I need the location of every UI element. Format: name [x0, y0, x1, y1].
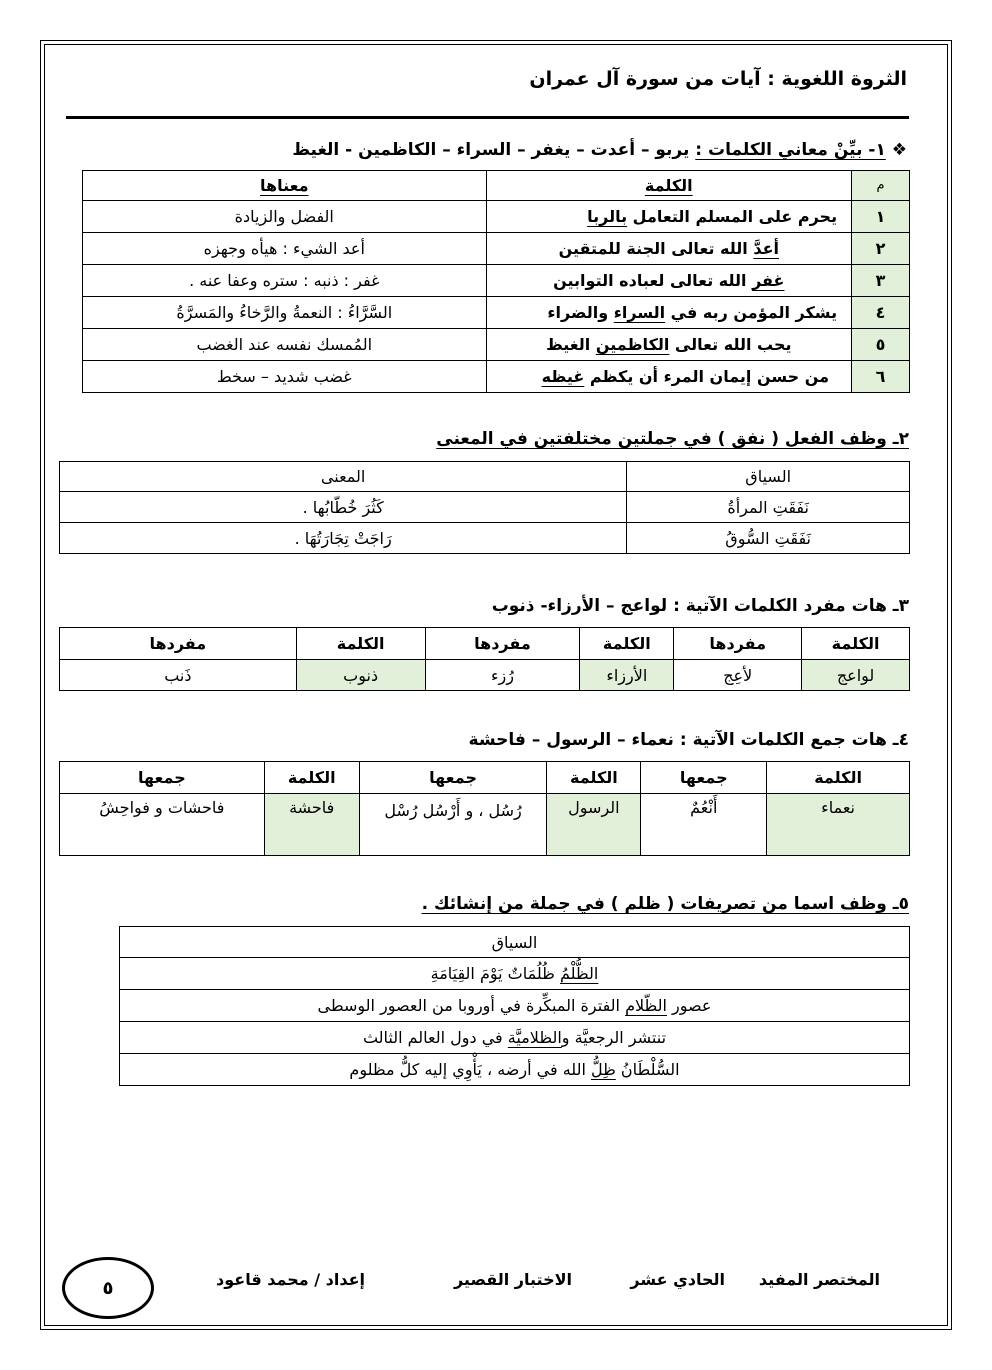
meaning: الفضل والزيادة [83, 201, 487, 233]
key-word: ظِلُّ [590, 1060, 616, 1079]
q4-table [59, 761, 910, 856]
word: الأرزاء [580, 660, 674, 691]
q1-table [82, 170, 910, 393]
key-word: بالربا [587, 207, 628, 226]
row-number: ٣ [852, 265, 910, 297]
sentence: يحرم على المسلم التعامل بالربا [486, 201, 852, 233]
word: لواعج [802, 660, 910, 691]
sentence: من حسن إيمان المرء أن يكظم غيظه [486, 361, 852, 393]
page-title: الثروة اللغوية : آيات من سورة آل عمران [529, 68, 907, 90]
header-word: الكلمة [264, 762, 359, 794]
header-plural: جمعها [359, 762, 547, 794]
sentence: أعدَّ الله تعالى الجنة للمتقين [486, 233, 852, 265]
bullet-icon: ❖ [891, 140, 907, 160]
q1-words: يربو – أعدت – يغفر – السراء – الكاظمين - الغيظ [292, 140, 690, 160]
sentence: الظُّلْمُ ظُلُمَاتٌ يَوْمَ القِيَامَةِ [120, 958, 910, 990]
key-word: الظلاميَّة [507, 1028, 562, 1047]
meaning: أعد الشيء : هيأه وجهزه [83, 233, 487, 265]
footer-book: المختصر المفيد [758, 1270, 880, 1289]
page-number-badge [62, 1257, 154, 1319]
header-word: الكلمة [547, 762, 641, 794]
meaning: غفر : ذنبه : ستره وعفا عنه . [83, 265, 487, 297]
q2-header-context: السياق [627, 462, 910, 492]
q1-label: ١- بيِّنْ معاني الكلمات [708, 140, 886, 160]
key-word: غفر [752, 271, 785, 290]
key-word: غيظه [541, 367, 585, 386]
sentence: يحب الله تعالى الكاظمين الغيظ [486, 329, 852, 361]
table-row [83, 361, 910, 393]
q5-heading: ٥ـ وظف اسما من تصريفات ( ظلم ) في جملة من إنشائك . [421, 894, 909, 914]
sentence: يشكر المؤمن ربه في السراء والضراء [486, 297, 852, 329]
row-number: ٦ [852, 361, 910, 393]
plural: رُسُل ، و أَرْسُل رُسْل [359, 794, 547, 856]
meaning: غضب شديد – سخط [83, 361, 487, 393]
header-word: الكلمة [802, 628, 910, 660]
q1-header-word: الكلمة [644, 176, 693, 195]
table-row [120, 1022, 910, 1054]
context: نَفَقَتِ المرأةُ [627, 492, 910, 523]
key-word: الظّلام [625, 996, 667, 1015]
q1-header-num: م [852, 171, 910, 201]
table-row [60, 794, 910, 856]
header-plural: جمعها [641, 762, 767, 794]
table-row [120, 990, 910, 1022]
row-number: ٤ [852, 297, 910, 329]
table-row [83, 329, 910, 361]
sentence: السُّلْطَانُ ظِلُّ الله في أرضه ، يَأْوِي إليه كلُّ مظلوم [120, 1054, 910, 1086]
meaning: المُمسك نفسه عند الغضب [83, 329, 487, 361]
q2-heading: ٢ـ وظف الفعل ( نفق ) في جملتين مختلفتين في المعنى [436, 429, 909, 449]
key-word: الكاظمين [595, 335, 670, 354]
table-row [83, 265, 910, 297]
title-divider [66, 116, 909, 119]
singular: رُزء [425, 660, 580, 691]
context: نَفَقَتِ السُّوقُ [627, 523, 910, 554]
table-row [83, 233, 910, 265]
row-number: ٥ [852, 329, 910, 361]
footer-author: إعداد / محمد قاعود [216, 1270, 365, 1289]
header-word: الكلمة [296, 628, 425, 660]
header-singular: مفردها [60, 628, 297, 660]
key-word: الظُّلْمُ [559, 964, 599, 983]
sentence: تنتشر الرجعيَّة والظلاميَّة في دول العالم الثالث [120, 1022, 910, 1054]
singular: ذَنب [60, 660, 297, 691]
q3-table [59, 627, 910, 691]
word: ذنوب [296, 660, 425, 691]
table-row [83, 297, 910, 329]
singular: لأعِج [674, 660, 802, 691]
q5-table [119, 926, 910, 1086]
q3-heading: ٣ـ هات مفرد الكلمات الآتية : لواعج – الأرزاء- ذنوب [491, 596, 909, 616]
table-row [60, 660, 910, 691]
table-row [60, 492, 910, 523]
footer-test: الاختبار القصير [453, 1270, 572, 1289]
sentence: غفر الله تعالى لعباده التوابين [486, 265, 852, 297]
header-word: الكلمة [767, 762, 910, 794]
plural: فاحشات و فواحِشُ [60, 794, 265, 856]
key-word: أعدَّ [753, 239, 779, 258]
meaning: رَاجَتْ تِجَارَتُهَا . [60, 523, 627, 554]
page-number: ٥ [102, 1277, 114, 1299]
table-row [60, 523, 910, 554]
word: نعماء [767, 794, 910, 856]
q5-header-context: السياق [120, 927, 910, 958]
sentence: عصور الظّلام الفترة المبكِّرة في أوروبا من العصور الوسطى [120, 990, 910, 1022]
row-number: ١ [852, 201, 910, 233]
header-singular: مفردها [425, 628, 580, 660]
table-row [120, 958, 910, 990]
header-singular: مفردها [674, 628, 802, 660]
word: فاحشة [264, 794, 359, 856]
key-word: السراء [613, 303, 666, 322]
table-row [120, 1054, 910, 1086]
meaning: كَثُرَ خُطّابُها . [60, 492, 627, 523]
plural: أَنْعُمٌ [641, 794, 767, 856]
q1-heading: ❖ ١- بيِّنْ معاني الكلمات : يربو – أعدت – يغفر – السراء – الكاظمين - الغيظ [292, 140, 907, 160]
row-number: ٢ [852, 233, 910, 265]
q4-heading: ٤ـ هات جمع الكلمات الآتية : نعماء – الرسول – فاحشة [468, 730, 909, 750]
q2-header-meaning: المعنى [60, 462, 627, 492]
meaning: السَّرَّاءُ : النعمةُ والرَّخاءُ والمَسرَّةُ [83, 297, 487, 329]
header-plural: جمعها [60, 762, 265, 794]
word: الرسول [547, 794, 641, 856]
q2-table [59, 461, 910, 554]
table-row [83, 201, 910, 233]
q1-header-meaning: معناها [259, 176, 309, 195]
header-word: الكلمة [580, 628, 674, 660]
footer-grade: الحادي عشر [630, 1270, 725, 1289]
